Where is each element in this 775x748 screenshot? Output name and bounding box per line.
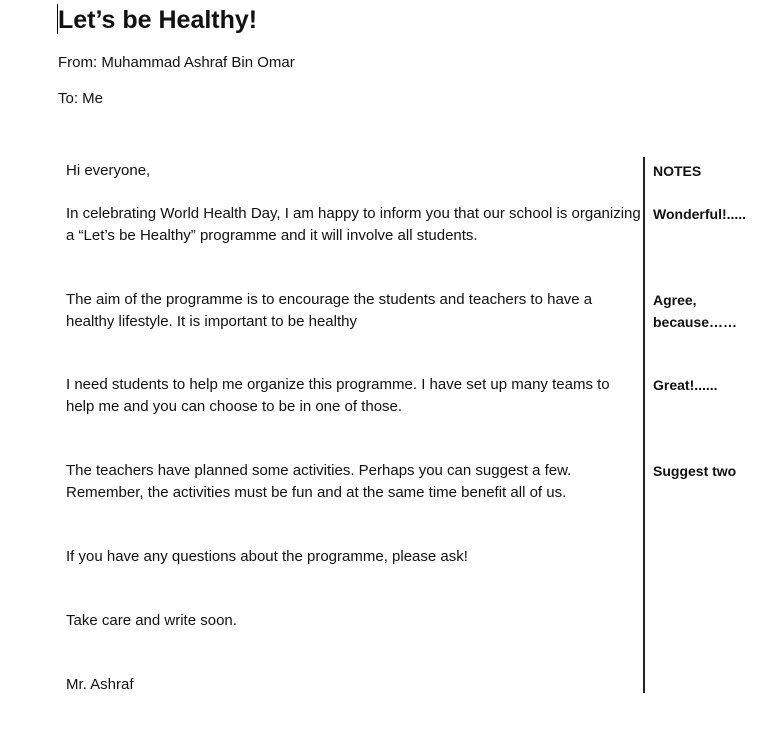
note-item: Suggest two	[653, 463, 737, 479]
note-item: Agree, because……	[653, 292, 738, 330]
from-line: From: Muhammad Ashraf Bin Omar	[58, 54, 295, 71]
notes-divider	[643, 157, 645, 693]
note-item: Great!......	[653, 377, 718, 393]
letter-paragraph: If you have any questions about the programme, please ask!	[66, 548, 468, 565]
letter-paragraph: The teachers have planned some activities. Perhaps you can suggest a few. Remember, the activities must be fun and at the same time benefit all of us.	[66, 462, 572, 501]
document-title: Let’s be Healthy!	[58, 6, 258, 34]
letter-paragraph: I need students to help me organize this programme. I have set up many teams to help me and you can choose to be in one of those.	[66, 376, 610, 415]
to-line: To: Me	[58, 90, 104, 107]
letter-paragraph: Take care and write soon.	[66, 612, 237, 629]
notes-heading: NOTES	[653, 163, 702, 179]
letter-paragraph: In celebrating World Health Day, I am happy to inform you that our school is organizing a “Let’s be Healthy” programme and it will involve all students.	[66, 205, 641, 244]
letter-paragraph: The aim of the programme is to encourage the students and teachers to have a healthy lifestyle. It is important to be healthy	[66, 291, 593, 330]
letter-signature: Mr. Ashraf	[66, 676, 134, 693]
note-item: Wonderful!.....	[653, 206, 747, 222]
letter-greeting: Hi everyone,	[66, 162, 151, 179]
